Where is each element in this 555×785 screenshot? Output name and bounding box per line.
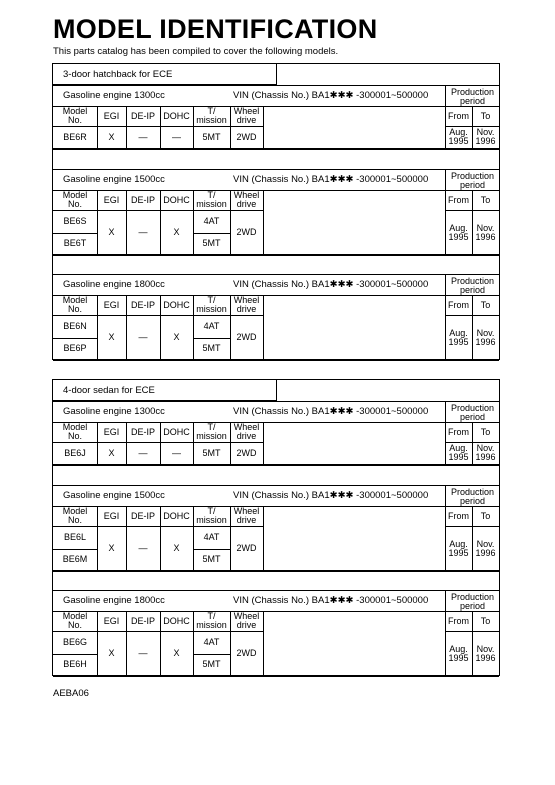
column-divider xyxy=(193,295,194,360)
egi-header: EGI xyxy=(103,510,120,521)
column-divider xyxy=(230,106,231,148)
column-divider xyxy=(126,106,127,148)
transmission-header xyxy=(193,106,230,126)
column-divider xyxy=(263,190,264,255)
transmission-value: 4AT xyxy=(203,531,220,542)
vin-label: VIN (Chassis No.) BA1✱✱✱ -300001~500000 xyxy=(233,90,429,101)
dohc-header: DOHC xyxy=(163,615,190,626)
production-period-line: Production xyxy=(450,275,495,286)
column-divider xyxy=(97,295,98,360)
from-header: From xyxy=(448,615,469,626)
vin-label: VIN (Chassis No.) BA1✱✱✱ -300001~500000 xyxy=(233,406,429,417)
vin-label: VIN (Chassis No.) BA1✱✱✱ -300001~500000 xyxy=(233,279,429,290)
model-divider xyxy=(53,233,97,234)
gap-border xyxy=(53,149,499,150)
model-header xyxy=(53,106,97,126)
wheel-drive-value: 2WD xyxy=(236,332,257,342)
model-number: BE6G xyxy=(62,636,87,647)
wheel-drive-header xyxy=(230,295,263,315)
model-number: BE6R xyxy=(63,131,87,142)
column-divider xyxy=(160,190,161,255)
engine-label: Gasoline engine 1300cc xyxy=(63,90,165,101)
to-date-line: Nov. xyxy=(476,222,495,233)
to-header: To xyxy=(480,510,491,521)
transmission-header xyxy=(193,506,230,526)
column-divider xyxy=(97,506,98,571)
model-header-line: Model xyxy=(62,190,88,200)
block-bottom xyxy=(53,360,499,361)
from-date xyxy=(445,526,472,571)
model-header xyxy=(53,611,97,631)
from-header: From xyxy=(448,110,469,121)
model-header xyxy=(53,422,97,442)
wheel-drive-header xyxy=(230,611,263,631)
to-header: To xyxy=(480,194,491,205)
column-divider xyxy=(160,295,161,360)
deip-value: — xyxy=(138,131,148,142)
model-divider xyxy=(53,654,97,655)
column-divider xyxy=(445,170,446,255)
from-date-line: 1995 xyxy=(448,136,469,146)
to-header: To xyxy=(480,615,491,626)
wheel-drive-header-line: drive xyxy=(236,431,257,441)
transmission-divider xyxy=(193,654,230,655)
column-divider xyxy=(160,506,161,571)
from-date xyxy=(445,442,472,464)
model-header-line: Model xyxy=(62,295,88,305)
column-divider xyxy=(160,611,161,676)
to-date-line: Nov. xyxy=(476,127,495,137)
egi-header: EGI xyxy=(103,194,120,205)
to-date xyxy=(472,315,499,360)
transmission-header-line: mission xyxy=(196,115,227,125)
dohc-value: — xyxy=(172,131,181,142)
engine-block xyxy=(53,274,499,360)
to-date-line: Nov. xyxy=(476,643,495,654)
wheel-drive-header-line: Wheel xyxy=(233,295,260,305)
production-period-header xyxy=(445,275,499,295)
production-period-line: Production xyxy=(450,402,495,413)
egi-value: X xyxy=(108,447,115,458)
engine-block xyxy=(53,485,499,571)
wheel-drive-header-line: drive xyxy=(236,199,257,209)
engine-block xyxy=(53,401,499,464)
transmission-header-line: mission xyxy=(196,515,227,525)
egi-header: EGI xyxy=(103,110,120,121)
production-period-line: Production xyxy=(450,591,495,602)
engine-label: Gasoline engine 1500cc xyxy=(63,174,165,185)
transmission-divider xyxy=(193,549,230,550)
wheel-drive-value: 2WD xyxy=(236,131,257,142)
transmission-header-line: mission xyxy=(196,620,227,630)
production-period-line: period xyxy=(459,495,486,506)
from-date-line: Aug. xyxy=(449,222,468,233)
page-title: MODEL IDENTIFICATION xyxy=(53,14,378,44)
from-date-line: 1995 xyxy=(448,452,469,462)
transmission-header-line: T/ xyxy=(207,190,216,200)
section-table xyxy=(52,379,500,676)
transmission-header xyxy=(193,422,230,442)
engine-block xyxy=(53,85,499,148)
transmission-header xyxy=(193,611,230,631)
column-divider xyxy=(230,611,231,676)
from-header: From xyxy=(448,510,469,521)
egi-value: X xyxy=(108,648,115,658)
wheel-drive-header-line: Wheel xyxy=(233,106,260,116)
from-date xyxy=(445,210,472,255)
column-divider xyxy=(472,611,473,676)
deip-value: — xyxy=(138,227,148,237)
from-header: From xyxy=(448,426,469,437)
production-period-header xyxy=(445,86,499,106)
production-period-line: period xyxy=(459,95,486,106)
column-divider xyxy=(126,611,127,676)
wheel-drive-header-line: drive xyxy=(236,115,257,125)
column-divider xyxy=(263,295,264,360)
dohc-header: DOHC xyxy=(163,510,190,521)
model-header-line: No. xyxy=(67,515,82,525)
column-divider xyxy=(263,422,264,464)
to-date-line: Nov. xyxy=(476,538,495,549)
from-date-line: 1995 xyxy=(448,231,469,242)
wheel-drive-header-line: drive xyxy=(236,304,257,314)
engine-row xyxy=(53,170,499,191)
column-divider xyxy=(193,611,194,676)
wheel-drive-value: 2WD xyxy=(236,447,257,458)
model-number: BE6T xyxy=(63,238,87,249)
egi-header: EGI xyxy=(103,426,120,437)
vin-label: VIN (Chassis No.) BA1✱✱✱ -300001~500000 xyxy=(233,174,429,185)
transmission-divider xyxy=(193,338,230,339)
from-header: From xyxy=(448,299,469,310)
to-date-line: Nov. xyxy=(476,443,495,453)
production-period-header xyxy=(445,591,499,611)
transmission-value: 5MT xyxy=(202,238,221,249)
deip-header: DE-IP xyxy=(130,615,155,626)
dohc-header: DOHC xyxy=(163,426,190,437)
dohc-value: X xyxy=(173,648,180,658)
model-number: BE6H xyxy=(63,659,87,670)
production-period-line: period xyxy=(459,600,486,611)
transmission-value: 5MT xyxy=(202,554,221,565)
to-date xyxy=(472,210,499,255)
figure-code: AEBA06 xyxy=(53,688,89,699)
production-period-header xyxy=(445,170,499,190)
column-divider xyxy=(160,422,161,464)
egi-value: X xyxy=(108,543,115,553)
deip-header: DE-IP xyxy=(130,426,155,437)
egi-value: X xyxy=(108,131,115,142)
transmission-value: 5MT xyxy=(202,343,221,354)
transmission-value: 5MT xyxy=(202,447,221,458)
wheel-drive-value: 2WD xyxy=(236,543,257,553)
vin-label: VIN (Chassis No.) BA1✱✱✱ -300001~500000 xyxy=(233,595,429,606)
deip-value: — xyxy=(138,648,148,658)
egi-value: X xyxy=(108,227,115,237)
column-divider xyxy=(126,422,127,464)
column-divider xyxy=(126,190,127,255)
column-divider xyxy=(230,506,231,571)
engine-row xyxy=(53,86,499,107)
to-date-line: 1996 xyxy=(475,231,496,242)
section-table xyxy=(52,63,500,360)
column-divider xyxy=(472,506,473,571)
wheel-drive-header-line: Wheel xyxy=(233,190,260,200)
model-divider xyxy=(53,338,97,339)
engine-block xyxy=(53,169,499,255)
model-header-line: Model xyxy=(62,611,88,621)
column-divider xyxy=(263,106,264,148)
production-period-line: Production xyxy=(450,170,495,181)
deip-header: DE-IP xyxy=(130,110,155,121)
transmission-header-line: mission xyxy=(196,304,227,314)
transmission-header-line: mission xyxy=(196,199,227,209)
model-number: BE6P xyxy=(63,343,87,354)
from-date xyxy=(445,315,472,360)
block-bottom xyxy=(53,676,499,677)
transmission-header-line: T/ xyxy=(207,422,216,432)
dohc-header: DOHC xyxy=(163,194,190,205)
model-header xyxy=(53,295,97,315)
column-divider xyxy=(445,275,446,360)
to-date-line: 1996 xyxy=(475,652,496,663)
to-date-line: 1996 xyxy=(475,452,496,462)
dohc-value: X xyxy=(173,332,180,342)
engine-row xyxy=(53,275,499,296)
deip-value: — xyxy=(138,332,148,342)
column-divider xyxy=(193,106,194,148)
wheel-drive-header-line: Wheel xyxy=(233,611,260,621)
column-divider xyxy=(263,506,264,571)
from-date-line: 1995 xyxy=(448,547,469,558)
model-number: BE6L xyxy=(63,531,87,542)
wheel-drive-value: 2WD xyxy=(236,227,257,237)
column-divider xyxy=(97,106,98,148)
engine-label: Gasoline engine 1800cc xyxy=(63,595,165,606)
block-bottom xyxy=(53,571,499,572)
from-date xyxy=(445,631,472,676)
column-divider xyxy=(230,190,231,255)
wheel-drive-header-line: Wheel xyxy=(233,422,260,432)
column-divider xyxy=(472,190,473,255)
production-period-line: Production xyxy=(450,486,495,497)
dohc-value: X xyxy=(173,227,180,237)
column-divider xyxy=(472,422,473,464)
to-header: To xyxy=(480,299,491,310)
model-number: BE6J xyxy=(64,447,86,458)
vin-label: VIN (Chassis No.) BA1✱✱✱ -300001~500000 xyxy=(233,490,429,501)
deip-header: DE-IP xyxy=(130,299,155,310)
from-date-line: 1995 xyxy=(448,336,469,347)
egi-header: EGI xyxy=(103,615,120,626)
model-number: BE6M xyxy=(62,554,88,565)
column-divider xyxy=(126,506,127,571)
deip-value: — xyxy=(138,447,148,458)
transmission-value: 5MT xyxy=(202,659,221,670)
egi-header: EGI xyxy=(103,299,120,310)
column-divider xyxy=(97,422,98,464)
from-date xyxy=(445,126,472,148)
deip-header: DE-IP xyxy=(130,510,155,521)
production-period-line: period xyxy=(459,411,486,422)
from-date-line: Aug. xyxy=(449,443,468,453)
from-date-line: Aug. xyxy=(449,643,468,654)
engine-row xyxy=(53,402,499,423)
wheel-drive-header-line: drive xyxy=(236,620,257,630)
engine-label: Gasoline engine 1800cc xyxy=(63,279,165,290)
deip-value: — xyxy=(138,543,148,553)
column-divider xyxy=(230,422,231,464)
to-header: To xyxy=(480,426,491,437)
to-date-line: Nov. xyxy=(476,327,495,338)
to-date-line: 1996 xyxy=(475,547,496,558)
model-header-line: Model xyxy=(62,506,88,516)
to-date-line: 1996 xyxy=(475,136,496,146)
column-divider xyxy=(160,106,161,148)
gap-border xyxy=(53,570,499,571)
from-header: From xyxy=(448,194,469,205)
to-date xyxy=(472,126,499,148)
transmission-value: 4AT xyxy=(203,636,220,647)
model-header-line: No. xyxy=(67,115,82,125)
transmission-header xyxy=(193,295,230,315)
column-divider xyxy=(97,611,98,676)
model-header xyxy=(53,506,97,526)
dohc-header: DOHC xyxy=(163,110,190,121)
dohc-value: X xyxy=(173,543,180,553)
column-divider xyxy=(445,402,446,464)
transmission-header-line: T/ xyxy=(207,295,216,305)
from-date-line: Aug. xyxy=(449,327,468,338)
model-header-line: No. xyxy=(67,304,82,314)
column-divider xyxy=(445,86,446,148)
column-divider xyxy=(97,190,98,255)
from-date-line: 1995 xyxy=(448,652,469,663)
wheel-drive-header xyxy=(230,506,263,526)
from-date-line: Aug. xyxy=(449,127,468,137)
column-divider xyxy=(445,591,446,676)
model-header-line: Model xyxy=(62,106,88,116)
model-header xyxy=(53,190,97,210)
engine-row xyxy=(53,486,499,507)
engine-block xyxy=(53,590,499,676)
to-date xyxy=(472,526,499,571)
transmission-header-line: T/ xyxy=(207,611,216,621)
transmission-divider xyxy=(193,233,230,234)
engine-label: Gasoline engine 1500cc xyxy=(63,490,165,501)
transmission-value: 4AT xyxy=(203,320,220,331)
engine-label: Gasoline engine 1300cc xyxy=(63,406,165,417)
column-divider xyxy=(193,506,194,571)
model-header-line: No. xyxy=(67,620,82,630)
section-heading: 3-door hatchback for ECE xyxy=(53,64,277,85)
transmission-value: 4AT xyxy=(203,215,220,226)
production-period-header xyxy=(445,486,499,506)
transmission-header-line: T/ xyxy=(207,106,216,116)
model-header-line: No. xyxy=(67,199,82,209)
intro-text: This parts catalog has been compiled to cover the following models. xyxy=(53,46,339,57)
deip-header: DE-IP xyxy=(130,194,155,205)
gap-border xyxy=(53,465,499,466)
production-period-line: period xyxy=(459,284,486,295)
from-date-line: Aug. xyxy=(449,538,468,549)
column-divider xyxy=(230,295,231,360)
model-header-line: Model xyxy=(62,422,88,432)
wheel-drive-header xyxy=(230,190,263,210)
egi-value: X xyxy=(108,332,115,342)
wheel-drive-header xyxy=(230,422,263,442)
model-header-line: No. xyxy=(67,431,82,441)
column-divider xyxy=(445,486,446,571)
to-date-line: 1996 xyxy=(475,336,496,347)
model-divider xyxy=(53,549,97,550)
to-date xyxy=(472,442,499,464)
engine-row xyxy=(53,591,499,612)
dohc-header: DOHC xyxy=(163,299,190,310)
wheel-drive-value: 2WD xyxy=(236,648,257,658)
production-period-line: Production xyxy=(450,86,495,97)
wheel-drive-header xyxy=(230,106,263,126)
gap-border xyxy=(53,254,499,255)
to-header: To xyxy=(480,110,491,121)
wheel-drive-header-line: drive xyxy=(236,515,257,525)
column-divider xyxy=(263,611,264,676)
model-number: BE6N xyxy=(63,320,87,331)
dohc-value: — xyxy=(172,447,181,458)
column-divider xyxy=(193,422,194,464)
transmission-header xyxy=(193,190,230,210)
block-bottom xyxy=(53,255,499,256)
column-divider xyxy=(126,295,127,360)
to-date xyxy=(472,631,499,676)
transmission-header-line: mission xyxy=(196,431,227,441)
transmission-value: 5MT xyxy=(202,131,221,142)
transmission-header-line: T/ xyxy=(207,506,216,516)
production-period-header xyxy=(445,402,499,422)
production-period-line: period xyxy=(459,179,486,190)
wheel-drive-header-line: Wheel xyxy=(233,506,260,516)
column-divider xyxy=(193,190,194,255)
column-divider xyxy=(472,106,473,148)
model-number: BE6S xyxy=(63,215,87,226)
column-divider xyxy=(472,295,473,360)
section-heading: 4-door sedan for ECE xyxy=(53,380,277,401)
